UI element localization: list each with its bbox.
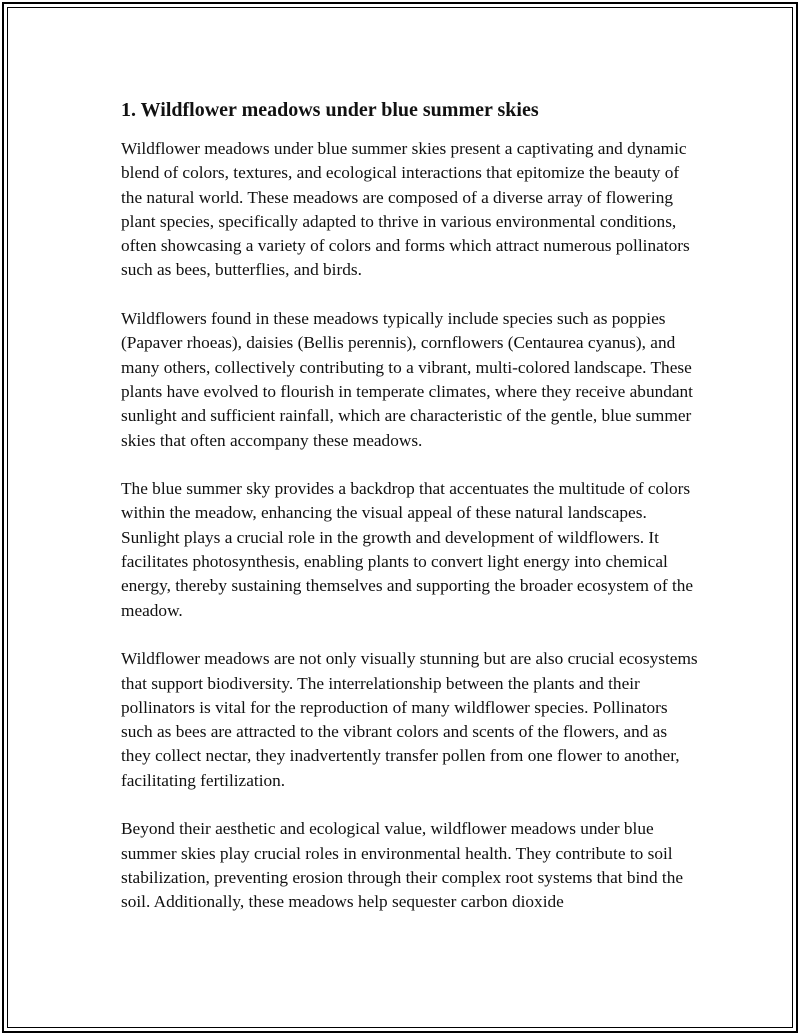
- paragraph-environmental-health: Beyond their aesthetic and ecological value, wildflower meadows under blue summer skies play crucial roles in environmental health. They contribute to soil stabilization, preventing erosion through their complex root systems that bind the soil. Additionally, these meadows help sequester carbon dioxide: [121, 819, 684, 912]
- section-title: 1. Wildflower meadows under blue summer skies: [121, 99, 539, 121]
- page-frame: [2, 2, 798, 1033]
- paragraph-species: Wildflowers found in these meadows typically include species such as poppies (Papaver rhoeas), daisies (Bellis perennis), cornflowers (Centaurea cyanus), and many others, collectively contributing to a vibrant, multi-colored landscape. These plants have evolved to flourish in temperate climates, where they receive abundant sunlight and sufficient rainfall, which are characteristic of the gentle, blue summer skies that often accompany these meadows.: [121, 309, 693, 450]
- paragraph-intro: Wildflower meadows under blue summer skies present a captivating and dynamic blend of colors, textures, and ecological interactions that epitomize the beauty of the natural world. These meadows are composed of a diverse array of flowering plant species, specifically adapted to thrive in various environmental conditions, often showcasing a variety of colors and forms which attract numerous pollinators such as bees, butterflies, and birds.: [121, 139, 690, 280]
- paragraph-biodiversity: Wildflower meadows are not only visually stunning but are also crucial ecosystems that support biodiversity. The interrelationship between the plants and their pollinators is vital for the reproduction of many wildflower species. Pollinators such as bees are attracted to the vibrant colors and scents of the flowers, and as they collect nectar, they inadvertently transfer pollen from one flower to another, facilitating fertilization.: [121, 649, 698, 790]
- document-body: [121, 96, 701, 939]
- paragraph-sky: The blue summer sky provides a backdrop that accentuates the multitude of colors within the meadow, enhancing the visual appeal of these natural landscapes. Sunlight plays a crucial role in the growth and development of wildflowers. It facilitates photosynthesis, enabling plants to convert light energy into chemical energy, thereby sustaining themselves and supporting the broader ecosystem of the meadow.: [121, 479, 694, 620]
